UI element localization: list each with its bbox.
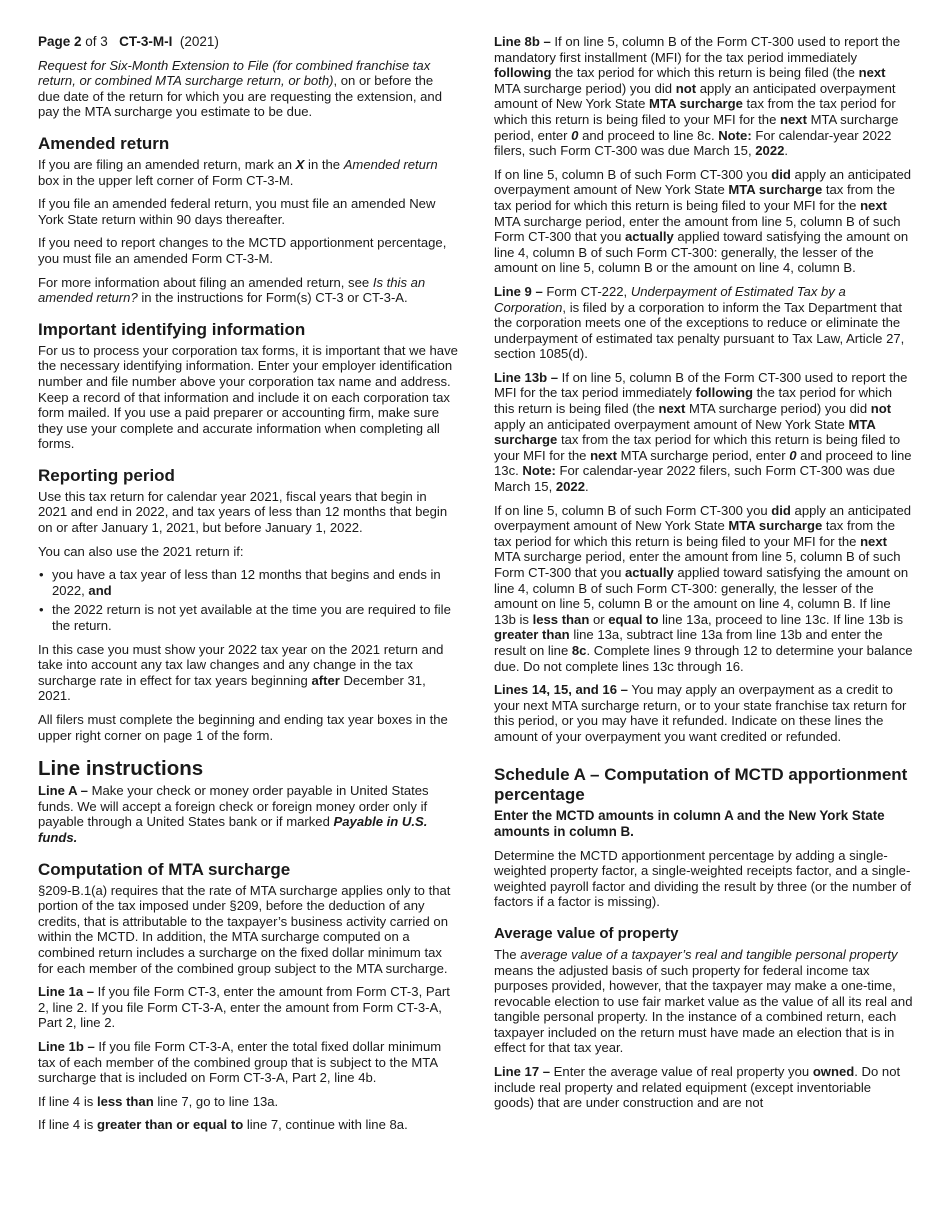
identifying-info-paragraph: For us to process your corporation tax forms, it is important that we have the necessary identifying information. Enter your employer identification number and file number above your corporation tax name and address. Keep a record of that information and include it on each corporation tax form mailed. If you use a paid preparer or accounting firm, make sure they use your complete and accurate information when completing all forms. xyxy=(38,342,458,452)
line-13b-paragraph-2: If on line 5, column B of such Form CT-300 you did apply an anticipated overpayment amount of New York State MTA surcharge tax from the tax period for which this return is being filed to your MFI for the next MTA surcharge period, enter the amount from line 5, column B of such Form CT-300 that you actually applied toward satisfying the amount on line 4, column B of such Form CT-300: generally, the lesser of the amount on line 5, column B or the amount on line 4, column B. If line 13b is less than or equal to line 13a, proceed to line 13c. If line 13b is greater than line 13a, subtract line 13a from line 13b and enter the result on line 8c. Complete lines 9 through 12 to determine your balance due. Do not complete lines 13c through 16. xyxy=(494,502,913,674)
line-4-less-paragraph: If line 4 is less than line 7, go to line 13a. xyxy=(38,1093,279,1109)
identifying-info-heading: Important identifying information xyxy=(38,319,306,339)
line-4-greater-paragraph: If line 4 is greater than or equal to line 7, continue with line 8a. xyxy=(38,1117,408,1133)
amended-paragraph-2: If you file an amended federal return, you must file an amended New York State return within 90 days thereafter. xyxy=(38,196,436,227)
average-value-heading: Average value of property xyxy=(494,924,679,942)
average-value-paragraph: The average value of a taxpayer’s real and tangible personal property means the adjusted basis of such property for federal income tax purposes provided, however, that the taxpayer may make a one-time, revocable election to use fair market value as the value of all its real and tangible personal property. In the instance of a combined return, each taxpayer included on the return must have made an election that is in effect for that tax year. xyxy=(494,946,913,1056)
mta-computation-heading: Computation of MTA surcharge xyxy=(38,859,291,879)
schedule-a-paragraph: Determine the MCTD apportionment percentage by adding a single-weighted property factor, a single-weighted receipts factor, and a single-weighted payroll factor and dividing the result by three (or the number of factors if a factor is missing). xyxy=(494,847,912,910)
lines-14-16-paragraph: Lines 14, 15, and 16 – You may apply an overpayment as a credit to your next MTA surcharge return, or to your state franchise tax return for this period, or you may have it refunded. Indicate on these lines the amount of your overpayment you want credited or refunded. xyxy=(494,682,907,744)
line-13b-paragraph: Line 13b – If on line 5, column B of the Form CT-300 used to report the MFI for the tax period immediately following the tax period for which this return is being filed (the next MTA surcharge period) you did not apply an anticipated overpayment amount of New York State MTA surcharge tax from the tax period for which this return is being filed to your MFI for the next MTA surcharge period, enter 0 and proceed to line 13c. Note: For calendar-year 2022 filers, such Form CT-300 was due March 15, 2022. xyxy=(494,369,912,495)
line-9-paragraph: Line 9 – Form CT-222, Underpayment of Estimated Tax by a Corporation, is filed by a corporation to inform the Tax Department that the corporation meets one of the exceptions to reduce or eliminate the underpayment of estimated tax penalty pursuant to Tax Law, Article 27, section 1085(d). xyxy=(494,283,905,362)
line-instructions-heading: Line instructions xyxy=(38,757,204,781)
schedule-a-subheading: Enter the MCTD amounts in column A and the New York State amounts in column B. xyxy=(494,807,885,839)
amended-paragraph-3: If you need to report changes to the MCTD apportionment percentage, you must file an amended Form CT-3-M. xyxy=(38,235,447,266)
page-number: Page 2 xyxy=(38,34,82,49)
line-1b-paragraph: Line 1b – If you file Form CT-3-A, enter the total fixed dollar minimum tax of each member of the combined group that is subject to the MTA surcharge that is included on Form CT-3-A, Part 2, line 4b. xyxy=(38,1038,442,1086)
schedule-a-heading: Schedule A – Computation of MCTD apportionment percentage xyxy=(494,764,908,804)
page-header xyxy=(38,34,458,50)
reporting-period-list xyxy=(38,567,458,633)
line-a-paragraph: Line A – Make your check or money order payable in United States funds. We will accept a foreign check or foreign money order only if payable through a United States bank or if marked Payable in U.S. funds. xyxy=(38,783,429,845)
left-column xyxy=(38,34,458,1141)
line-8b-paragraph-2: If on line 5, column B of such Form CT-300 you did apply an anticipated overpayment amount of New York State MTA surcharge tax from the tax period for which this return is being filed to your MFI for the next MTA surcharge period, enter the amount from line 5, column B of such Form CT-300 that you actually applied toward satisfying the amount on line 4, column B of such Form CT-300: generally, the lesser of the amount on line 5, column B or the amount on line 4, column B. xyxy=(494,166,912,276)
form-id: CT-3-M-I xyxy=(119,34,173,49)
line-1a-paragraph: Line 1a – If you file Form CT-3, enter the amount from Form CT-3, Part 2, line 2. If you file Form CT-3-A, enter the amount from Form CT-3-A, Part 2, line 2. xyxy=(38,984,450,1031)
list-item: • the 2022 return is not yet available at the time you are required to file the return. xyxy=(38,602,458,633)
reporting-period-paragraph-1: Use this tax return for calendar year 2021, fiscal years that begin in 2021 and end in 2022, and tax years of less than 12 months that begin on or after January 1, 2021, but before January 1, 2022. xyxy=(38,488,448,536)
reporting-period-heading: Reporting period xyxy=(38,465,175,485)
amended-paragraph-4: For more information about filing an amended return, see Is this an amended return? in the instructions for Form(s) CT-3 or CT-3-A. xyxy=(38,274,426,306)
reporting-period-paragraph-2: You can also use the 2021 return if: xyxy=(38,543,244,559)
reporting-period-paragraph-3: In this case you must show your 2022 tax year on the 2021 return and take into account any tax law changes and any change in the tax surcharge rate in effect for tax years beginning after December 31, 2021. xyxy=(38,641,444,704)
page-count: of 3 xyxy=(85,34,108,49)
right-column xyxy=(494,34,914,1119)
form-year: (2021) xyxy=(179,34,219,49)
document-page xyxy=(38,34,914,1224)
reporting-period-paragraph-4: All filers must complete the beginning and ending tax year boxes in the upper right corner on page 1 of the form. xyxy=(38,712,448,743)
list-item: • you have a tax year of less than 12 months that begins and ends in 2022, and xyxy=(38,567,458,598)
line-17-paragraph: Line 17 – Enter the average value of real property you owned. Do not include real property and related equipment (except inventoriable goods) that are under construction and are not xyxy=(494,1064,901,1111)
amended-paragraph-1: If you are filing an amended return, mark an X in the Amended return box in the upper left corner of Form CT-3-M. xyxy=(38,156,438,188)
intro-paragraph: Request for Six-Month Extension to File (for combined franchise tax return, or combined MTA surcharge return, or both), on or before the due date of the return for which you are requesting the extension, and pay the MTA surcharge you estimate to be due. xyxy=(38,57,442,120)
amended-return-heading: Amended return xyxy=(38,133,170,153)
mta-computation-paragraph: §209-B.1(a) requires that the rate of MTA surcharge applies only to that portion of the tax imposed under §209, before the deduction of any credits, that is attributable to the taxpayer’s business activity carried on within the MCTD. In addition, the MTA surcharge computed on a combined return includes a surcharge on the fixed dollar minimum tax for each member of the combined group subject to the MTA surcharge. xyxy=(38,882,451,976)
line-8b-paragraph: Line 8b – If on line 5, column B of the Form CT-300 used to report the mandatory first installment (MFI) for the tax period immediately following the tax period for which this return is being filed (the next MTA surcharge period) you did not apply an anticipated overpayment amount of New York State MTA surcharge tax from the tax period for which this return is being filed to your MFI for the next MTA surcharge period, enter 0 and proceed to line 8c. Note: For calendar-year 2022 filers, such Form CT-300 was due March 15, 2022. xyxy=(494,34,901,159)
